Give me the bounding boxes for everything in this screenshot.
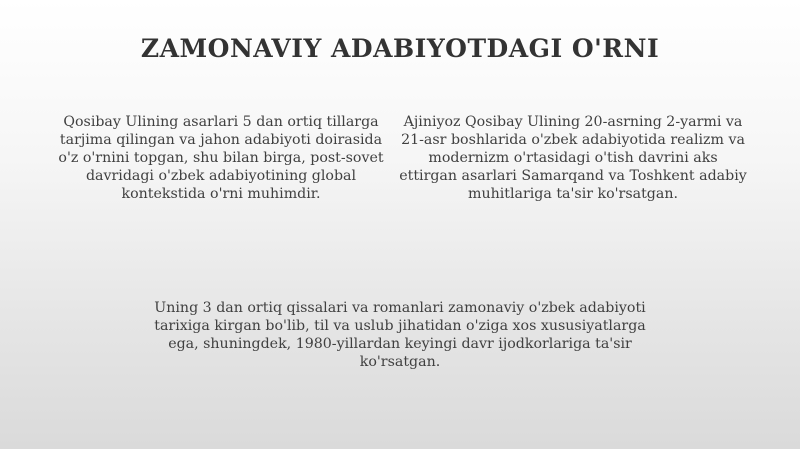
- left-paragraph: Qosibay Ulining asarlari 5 dan ortiq tillarga tarjima qilingan va jahon adabiyoti doirasida o'z o'rnini topgan, shu bilan birga, post-sovet davridagi o'zbek adabiyotining global kontekstida o'rni muhimdir.: [58, 114, 384, 202]
- bottom-paragraph: Uning 3 dan ortiq qissalari va romanlari zamonaviy o'zbek adabiyoti tarixiga kirgan bo'lib, til va uslub jihatidan o'ziga xos xususiyatlarga ega, shuningdek, 1980-yillardan keyingi davr ijodkorlariga ta'sir ko'rsatgan.: [154, 300, 646, 370]
- slide-title: ZAMONAVIY ADABIYOTDAGI O'RNI: [140, 34, 660, 63]
- right-paragraph: Ajiniyoz Qosibay Ulining 20-asrning 2-yarmi va 21-asr boshlarida o'zbek adabiyotida realizm va modernizm o'rtasidagi o'tish davrini aks ettirgan asarlari Samarqand va Toshkent adabiy muhitlariga ta'sir ko'rsatgan.: [399, 114, 747, 202]
